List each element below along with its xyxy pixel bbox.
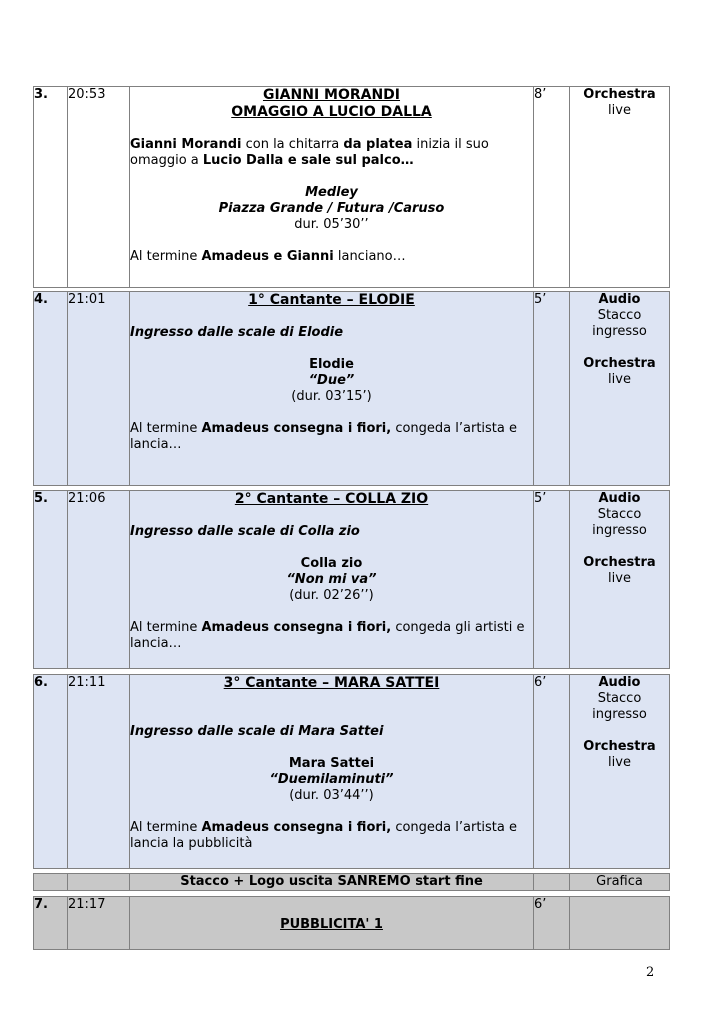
entrance-text: Ingresso dalle scale di Colla zio — [130, 524, 360, 539]
segment-time: 21:06 — [68, 491, 130, 669]
tech-notes — [570, 675, 670, 869]
song-label: Medley — [305, 185, 358, 200]
schedule-row-4 — [33, 291, 670, 486]
segment-number: 5. — [34, 491, 68, 669]
tech-label: Orchestra — [583, 87, 656, 102]
pubblicita-title: PUBBLICITA' 1 — [130, 897, 534, 950]
tech-detail: live — [608, 755, 631, 770]
closing-text: Al termine Amadeus consegna i fiori, congeda l’artista e lancia la pubblicità — [130, 820, 517, 851]
entrance-text: Ingresso dalle scale di Mara Sattei — [130, 724, 384, 739]
segment-time: 21:01 — [68, 292, 130, 486]
schedule-row-7 — [33, 896, 670, 950]
schedule-row-6 — [33, 674, 670, 869]
segment-duration: 6’ — [534, 897, 570, 950]
segment-description — [130, 292, 534, 486]
segment-duration: 8’ — [534, 87, 570, 288]
tech-detail: Stacco ingresso — [592, 507, 647, 538]
stacco-row — [33, 873, 670, 891]
tech-label: Orchestra — [583, 739, 656, 754]
song-title: Piazza Grande / Futura /Caruso — [218, 201, 445, 216]
segment-number: 7. — [34, 897, 68, 950]
tech-label: Orchestra — [583, 356, 656, 371]
segment-description — [130, 491, 534, 669]
segment-duration: 5’ — [534, 292, 570, 486]
segment-title: 1° Cantante – ELODIE — [248, 292, 415, 308]
tech-detail: Stacco ingresso — [592, 691, 647, 722]
schedule-row-3 — [33, 86, 670, 288]
segment-number: 3. — [34, 87, 68, 288]
stacco-tech: Grafica — [570, 874, 670, 891]
tech-label: Audio — [598, 491, 641, 506]
song-artist: Mara Sattei — [288, 756, 375, 771]
song-title: “Non mi va” — [286, 572, 377, 587]
segment-description — [130, 87, 534, 288]
tech-label: Audio — [598, 675, 641, 690]
segment-subtitle: OMAGGIO A LUCIO DALLA — [231, 104, 432, 120]
segment-number: 6. — [34, 675, 68, 869]
song-title: “Due” — [308, 373, 355, 388]
tech-detail: live — [608, 103, 631, 118]
tech-detail: live — [608, 571, 631, 586]
tech-detail: live — [608, 372, 631, 387]
tech-detail: Stacco ingresso — [592, 308, 647, 339]
segment-title: GIANNI MORANDI — [262, 87, 401, 103]
segment-title: 2° Cantante – COLLA ZIO — [234, 491, 429, 507]
segment-time: 21:11 — [68, 675, 130, 869]
closing-text: Al termine Amadeus e Gianni lanciano… — [130, 249, 406, 264]
tech-label: Orchestra — [583, 555, 656, 570]
segment-title: 3° Cantante – MARA SATTEI — [223, 675, 440, 691]
intro-text: Gianni Morandi con la chitarra da platea inizia il suo omaggio a Lucio Dalla e sale sul palco… — [130, 137, 489, 168]
stacco-text: Stacco + Logo uscita SANREMO start fine — [130, 874, 534, 891]
page-number: 2 — [646, 965, 655, 980]
segment-duration: 5’ — [534, 491, 570, 669]
entrance-text: Ingresso dalle scale di Elodie — [130, 325, 344, 340]
song-title: “Duemilaminuti” — [269, 772, 394, 787]
song-duration: (dur. 03’15’) — [291, 389, 372, 404]
song-duration: (dur. 02’26’’) — [289, 588, 374, 603]
segment-description — [130, 675, 534, 869]
segment-time: 21:17 — [68, 897, 130, 950]
closing-text: Al termine Amadeus consegna i fiori, congeda gli artisti e lancia… — [130, 620, 525, 651]
song-artist: Elodie — [309, 357, 354, 372]
song-duration: dur. 05’30’’ — [294, 217, 369, 232]
closing-text: Al termine Amadeus consegna i fiori, congeda l’artista e lancia… — [130, 421, 517, 452]
segment-time: 20:53 — [68, 87, 130, 288]
song-duration: (dur. 03’44’’) — [289, 788, 374, 803]
segment-number: 4. — [34, 292, 68, 486]
segment-duration: 6’ — [534, 675, 570, 869]
tech-notes — [570, 87, 670, 288]
tech-label: Audio — [598, 292, 641, 307]
song-artist: Colla zio — [300, 556, 363, 571]
tech-notes — [570, 292, 670, 486]
tech-notes — [570, 491, 670, 669]
schedule-row-5 — [33, 490, 670, 669]
